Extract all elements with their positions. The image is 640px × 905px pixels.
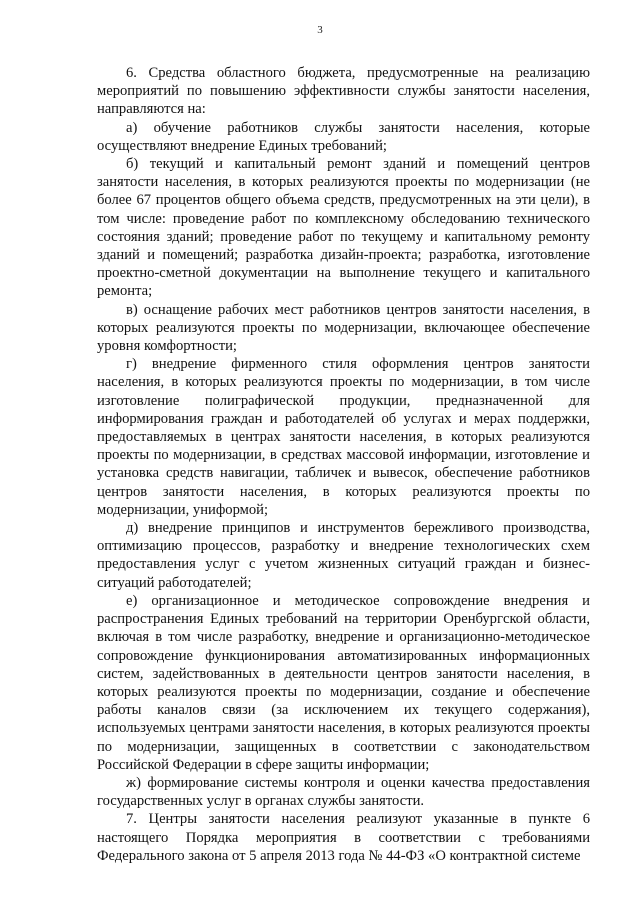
paragraph-7: 7. Центры занятости населения реализуют указанные в пункте 6 настоящего Порядка мероприятия в соответствии с требованиями Федерального закона от 5 апреля 2013 года № 44-ФЗ «О контрактной системе [97, 811, 590, 864]
page-number: 3 [317, 24, 323, 36]
list-item-b: б) текущий и капитальный ремонт зданий и помещений центров занятости населения, в которых реализуются проекты по модернизации (не более 67 процентов общего объема средств, предусмотренных на эти цели), в том числе: проведение работ по комплексному обследованию технического состояния зданий; проведение работ по текущему и капитальному ремонту зданий и помещений; разработка дизайн-проекта; разработка, изготовление проектно-сметной документации на выполнение текущего и капитального ремонта; [97, 156, 590, 300]
list-item-a: а) обучение работников службы занятости населения, которые осуществляют внедрение Единых требований; [97, 119, 590, 154]
list-item-zh: ж) формирование системы контроля и оценки качества предоставления государственных услуг в органах службы занятости. [97, 774, 590, 810]
list-item-d: д) внедрение принципов и инструментов бережливого производства, оптимизацию процессов, разработку и внедрение технологических схем предоставления услуг с учетом жизненных ситуаций граждан и бизнес-ситуаций работодателей; [97, 520, 590, 591]
document-body [97, 64, 590, 865]
paragraph-6: 6. Средства областного бюджета, предусмотренные на реализацию мероприятий по повышению эффективности службы занятости населения, направляются на: [97, 65, 590, 118]
list-item-v: в) оснащение рабочих мест работников центров занятости населения, в которых реализуются проекты по модернизации, включающее обеспечение уровня комфортности; [97, 301, 590, 355]
list-item-g: г) внедрение фирменного стиля оформления центров занятости населения, в которых реализуются проекты по модернизации, в том числе изготовление полиграфической продукции, предназначенной для информирования граждан и работодателей об услугах и мерах поддержки, предоставляемых в центрах занятости населения, в которых реализуются проекты по модернизации, в средствах массовой информации, изготовление и установка средств навигации, табличек и вывесок, обеспечение работников центров занятости населения, в которых реализуются проекты по модернизации, униформой; [97, 356, 590, 518]
list-item-e: е) организационное и методическое сопровождение внедрения и распространения Единых требований на территории Оренбургской области, включая в том числе разработку, внедрение и организационно-методическое сопровождение функционирования автоматизированных информационных систем, задействованных в деятельности центров занятости населения, в которых реализуются проекты по модернизации, создание и обеспечение работы каналов связи (за исключением их текущего содержания), используемых центрами занятости населения, в которых реализуются проекты по модернизации, защищенных в соответствии с законодательством Российской Федерации в сфере защиты информации; [97, 592, 590, 773]
